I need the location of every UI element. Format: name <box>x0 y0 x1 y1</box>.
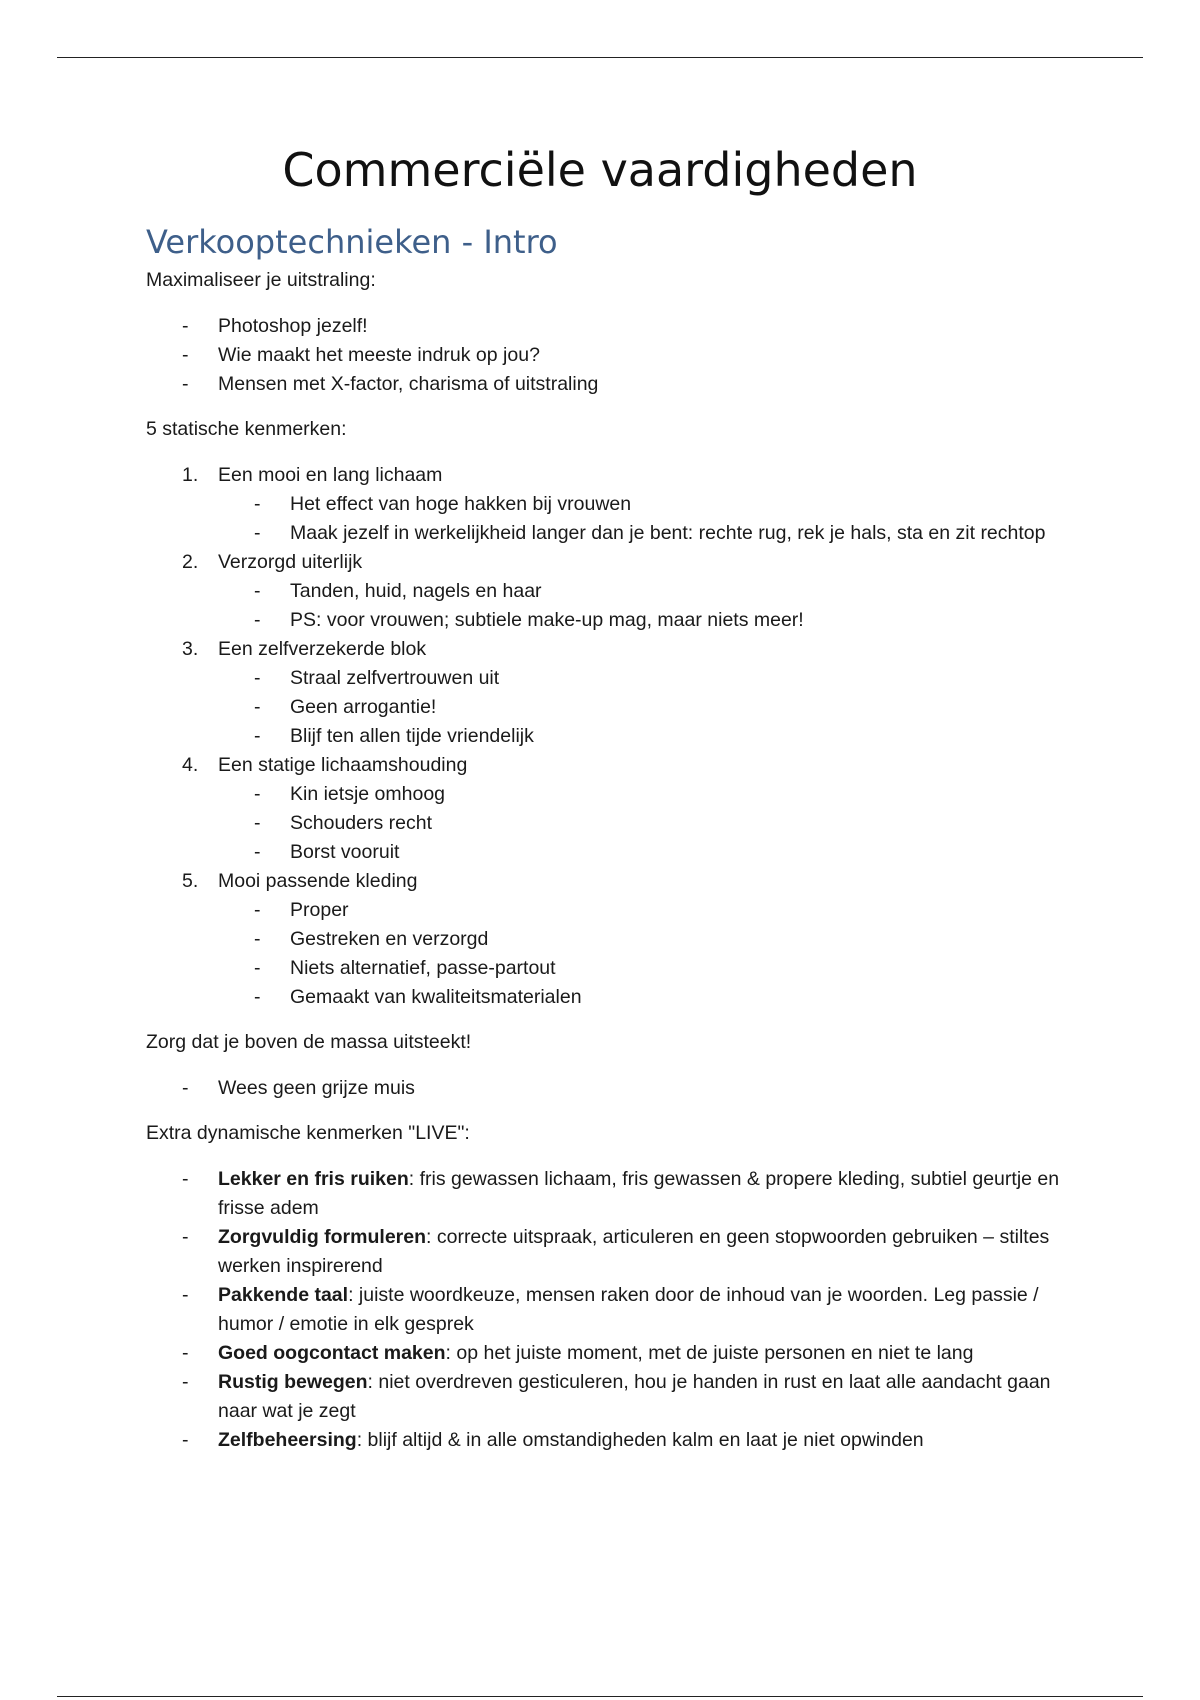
item-term: Zelfbeheersing <box>218 1429 357 1451</box>
item-label: Verzorgd uiterlijk <box>218 551 363 573</box>
sub-list <box>146 780 1066 867</box>
list-item <box>146 1426 1066 1455</box>
sub-item: - Proper <box>218 896 1066 925</box>
header-rule <box>57 57 1143 58</box>
sub-item: - Blijf ten allen tijde vriendelijk <box>218 722 1066 751</box>
page-title: Commerciële vaardigheden <box>282 143 918 197</box>
list-item <box>146 1223 1066 1281</box>
item-number: 5. <box>182 870 199 892</box>
stand-out-list <box>146 1074 1066 1103</box>
list-item: - Photoshop jezelf! <box>146 312 1066 341</box>
list-item: - Mensen met X-factor, charisma of uitstraling <box>146 370 1066 399</box>
sub-list <box>146 664 1066 751</box>
intro-list <box>146 312 1066 399</box>
item-text: : op het juiste moment, met de juiste personen en niet te lang <box>445 1342 974 1364</box>
item-label: Een mooi en lang lichaam <box>218 464 443 486</box>
list-item: - Wees geen grijze muis <box>146 1074 1066 1103</box>
numbered-item <box>146 867 1066 1012</box>
item-label: Een statige lichaamshouding <box>218 754 468 776</box>
item-text: : juiste woordkeuze, mensen raken door de inhoud van je woorden. Leg passie / humor / emotie in elk gesprek <box>218 1284 1039 1335</box>
sub-item: - Maak jezelf in werkelijkheid langer dan je bent: rechte rug, rek je hals, sta en zit rechtop <box>218 519 1066 548</box>
item-term: Rustig bewegen <box>218 1371 368 1393</box>
item-number: 4. <box>182 754 199 776</box>
item-term: Pakkende taal <box>218 1284 349 1306</box>
item-number: 1. <box>182 464 199 486</box>
sub-item: - Borst vooruit <box>218 838 1066 867</box>
numbered-item <box>146 751 1066 867</box>
sub-item: - Tanden, huid, nagels en haar <box>218 577 1066 606</box>
static-label: 5 statische kenmerken: <box>146 418 347 440</box>
intro-label: Maximaliseer je uitstraling: <box>146 269 376 291</box>
item-label: Mooi passende kleding <box>218 870 418 892</box>
sub-item: - Niets alternatief, passe-partout <box>218 954 1066 983</box>
footer-rule <box>57 1696 1143 1697</box>
sub-list <box>146 490 1066 548</box>
list-item <box>146 1281 1066 1339</box>
item-text: : blijf altijd & in alle omstandigheden kalm en laat je niet opwinden <box>356 1429 924 1451</box>
static-list <box>146 461 1066 1012</box>
list-item <box>146 1339 1066 1368</box>
stand-out-label: Zorg dat je boven de massa uitsteekt! <box>146 1031 472 1053</box>
list-item <box>146 1165 1066 1223</box>
item-text: : niet overdreven gesticuleren, hou je handen in rust en laat alle aandacht gaan naar wat je zegt <box>218 1371 1051 1422</box>
sub-list <box>146 577 1066 635</box>
item-term: Zorgvuldig formuleren <box>218 1226 427 1248</box>
numbered-item <box>146 635 1066 751</box>
item-number: 3. <box>182 638 199 660</box>
item-term: Goed oogcontact maken <box>218 1342 446 1364</box>
item-text: : correcte uitspraak, articuleren en geen stopwoorden gebruiken – stiltes werken inspirerend <box>218 1226 1050 1277</box>
sub-item: - PS: voor vrouwen; subtiele make-up mag, maar niets meer! <box>218 606 1066 635</box>
document-body <box>146 220 1066 1455</box>
sub-item: - Het effect van hoge hakken bij vrouwen <box>218 490 1066 519</box>
list-item <box>146 1368 1066 1426</box>
sub-item: - Gemaakt van kwaliteitsmaterialen <box>218 983 1066 1012</box>
sub-item: - Straal zelfvertrouwen uit <box>218 664 1066 693</box>
item-text: : fris gewassen lichaam, fris gewassen & propere kleding, subtiel geurtje en frisse adem <box>218 1168 1060 1219</box>
dynamic-label: Extra dynamische kenmerken "LIVE": <box>146 1122 470 1144</box>
dynamic-list <box>146 1165 1066 1455</box>
numbered-item <box>146 548 1066 635</box>
item-term: Lekker en fris ruiken <box>218 1168 409 1190</box>
list-item: - Wie maakt het meeste indruk op jou? <box>146 341 1066 370</box>
item-number: 2. <box>182 551 199 573</box>
sub-item: - Kin ietsje omhoog <box>218 780 1066 809</box>
section-heading: Verkooptechnieken - Intro <box>146 223 558 261</box>
item-label: Een zelfverzekerde blok <box>218 638 427 660</box>
sub-item: - Gestreken en verzorgd <box>218 925 1066 954</box>
numbered-item <box>146 461 1066 548</box>
sub-item: - Schouders recht <box>218 809 1066 838</box>
sub-list <box>146 896 1066 1012</box>
sub-item: - Geen arrogantie! <box>218 693 1066 722</box>
